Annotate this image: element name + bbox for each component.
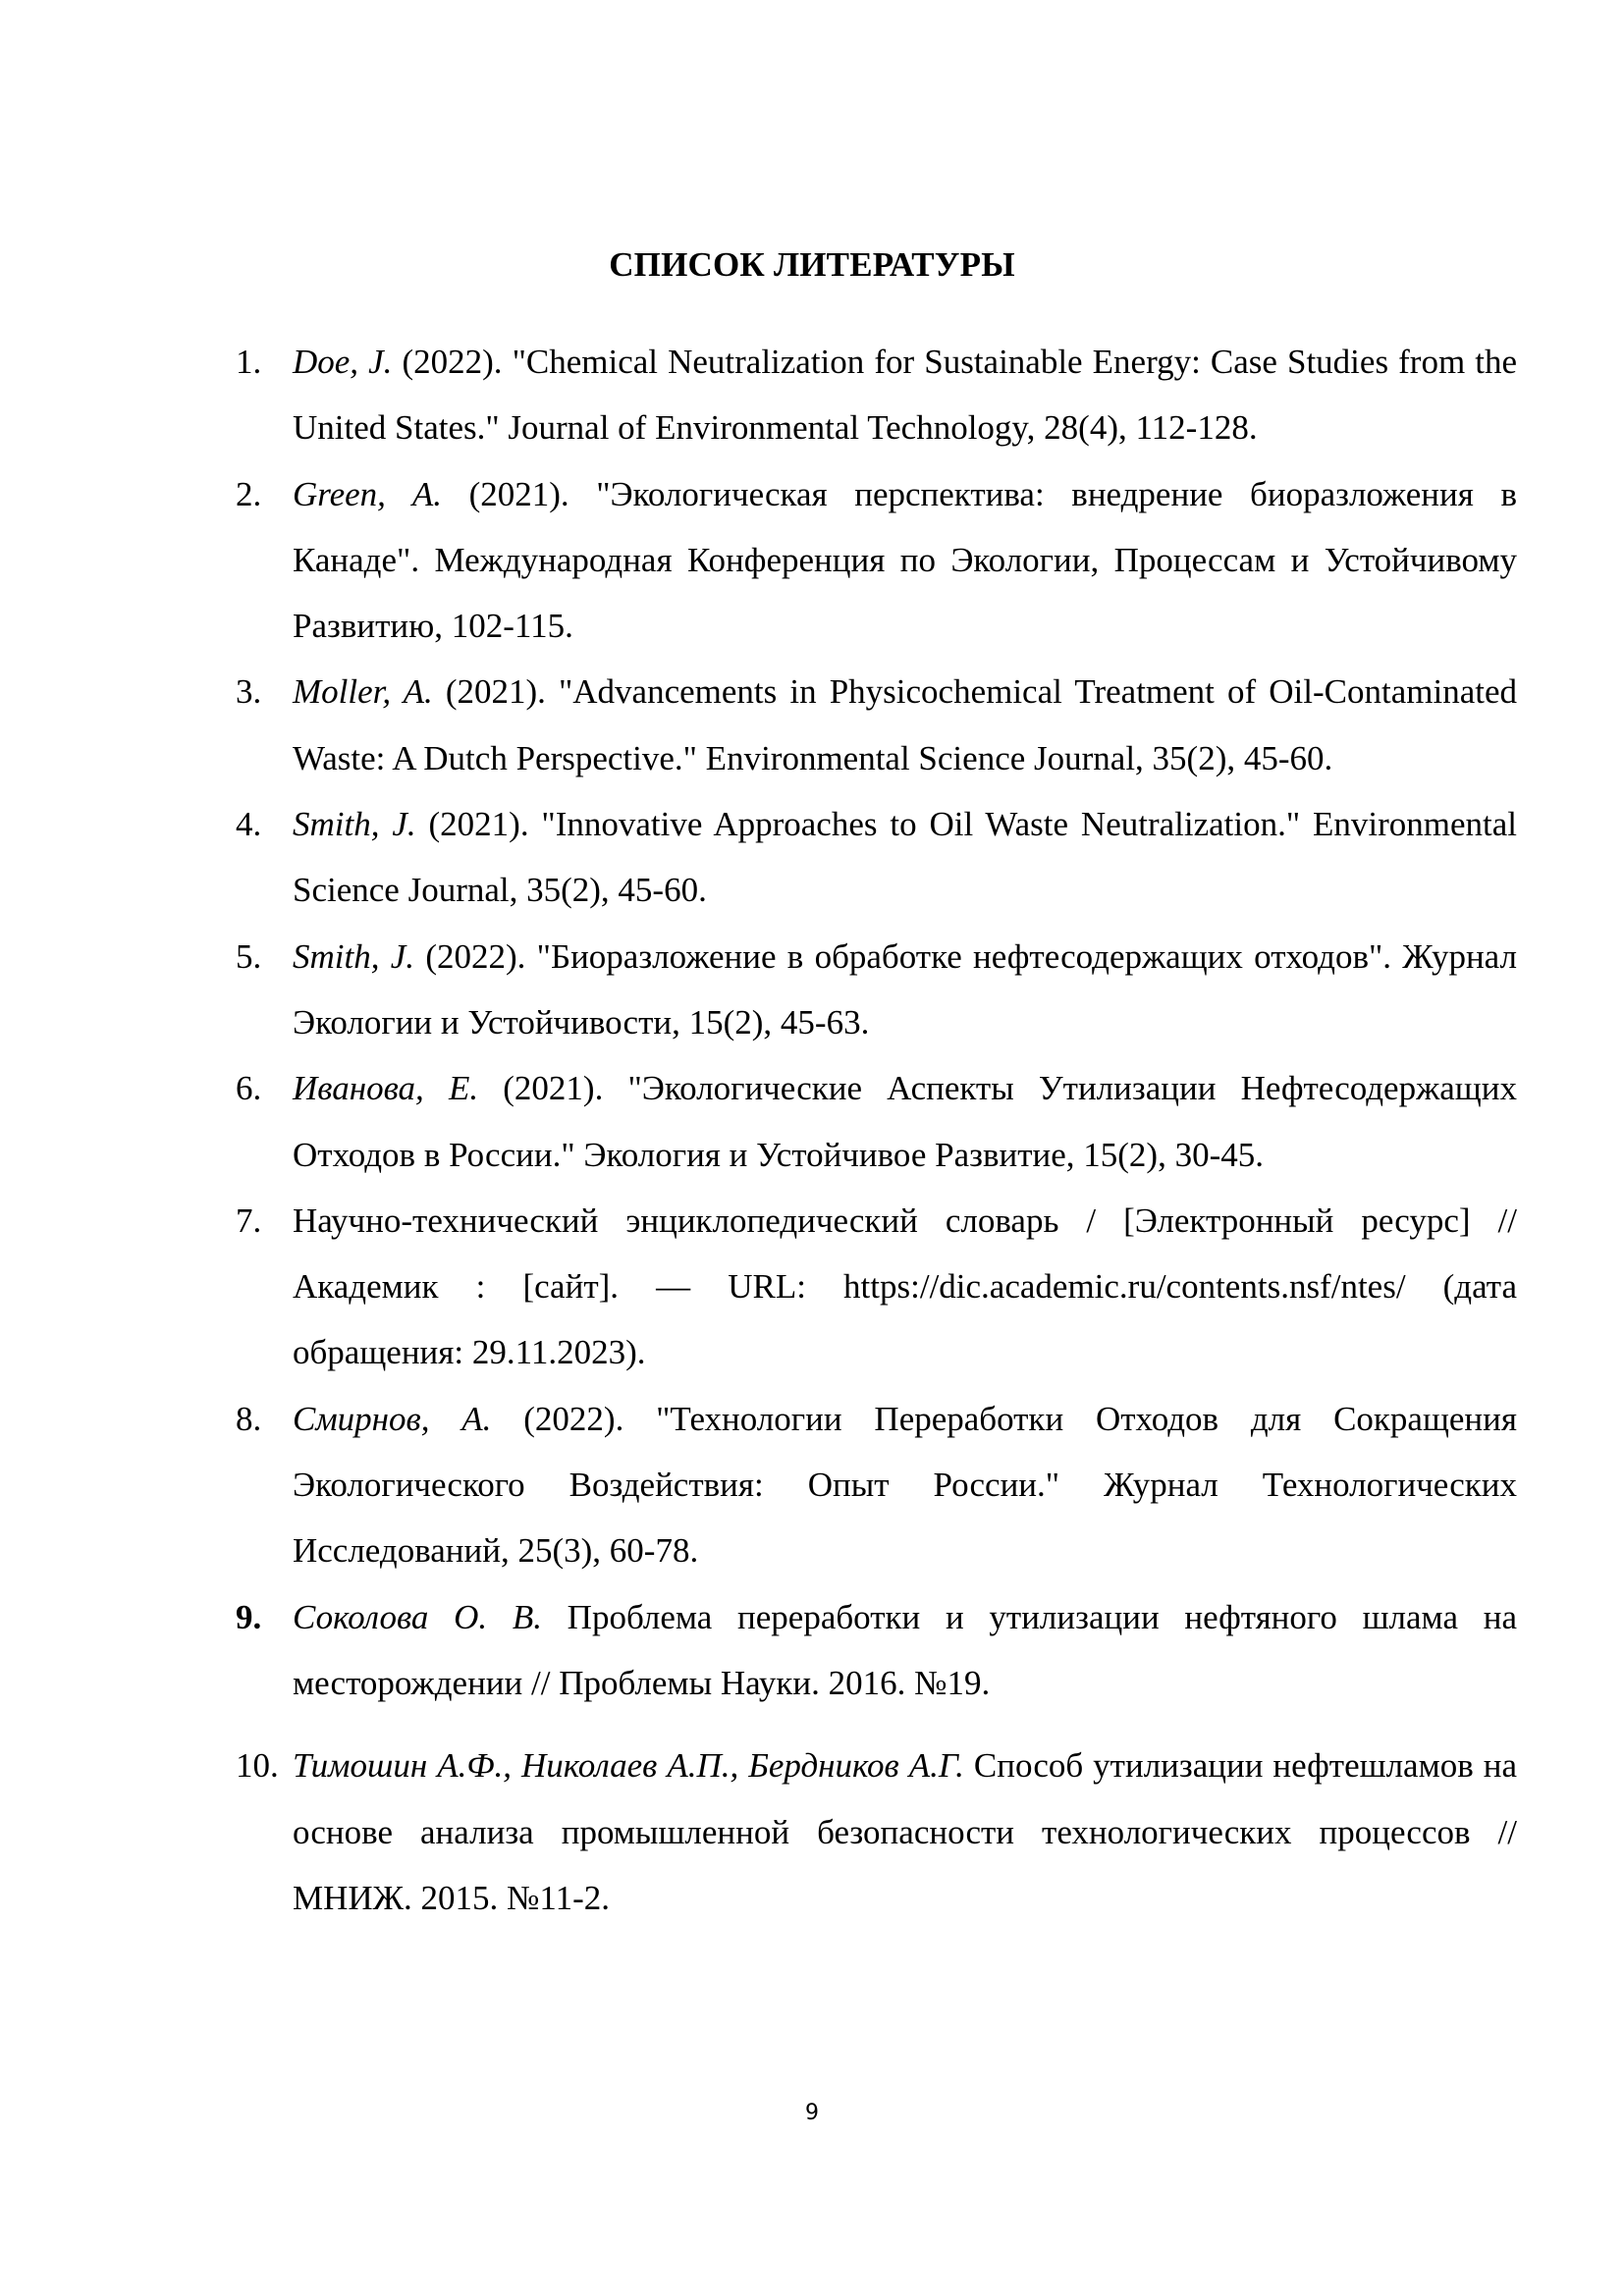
reference-item (236, 1055, 1517, 1188)
reference-number: 6. (236, 1069, 262, 1108)
reference-text: (2022). "Биоразложение в обработке нефтесодержащих отходов". Журнал Экологии и Устойчивости, 15(2), 45-63. (293, 936, 1517, 1041)
reference-item (236, 659, 1517, 791)
reference-author: Иванова, Е. (293, 1069, 479, 1108)
reference-number: 8. (236, 1399, 262, 1438)
reference-number: 4. (236, 805, 262, 844)
reference-text: (2021). "Innovative Approaches to Oil Waste Neutralization." Environmental Science Journal, 35(2), 45-60. (293, 805, 1518, 910)
reference-item (236, 1733, 1517, 1931)
reference-list (236, 329, 1517, 1931)
reference-item (236, 329, 1517, 461)
reference-author: Green, A. (293, 474, 443, 513)
reference-author: Смирнов, А. (293, 1399, 492, 1438)
reference-text: Научно-технический энциклопедический словарь / [Электронный ресурс] // Академик : [сайт]. — URL: https://dic.academic.ru/contents.nsf/ntes/ (дата обращения: 29.11.2023). (293, 1201, 1517, 1372)
page-title: СПИСОК ЛИТЕРАТУРЫ (609, 245, 1015, 284)
reference-text: (2022). "Технологии Переработки Отходов для Сокращения Экологического Воздействия: Опыт России." Журнал Технологических Исследований, 25(3), 60-78. (293, 1399, 1517, 1571)
reference-number: 9. (236, 1597, 262, 1636)
reference-number: 10. (236, 1746, 279, 1786)
reference-number: 1. (236, 343, 262, 381)
reference-number: 5. (236, 936, 262, 976)
reference-item (236, 1188, 1517, 1386)
reference-number: 3. (236, 672, 262, 712)
reference-text: (2021). "Экологические Аспекты Утилизации Нефтесодержащих Отходов в России." Экология и Устойчивое Развитие, 15(2), 30-45. (293, 1069, 1517, 1174)
reference-item (236, 1386, 1517, 1584)
reference-author: Тимошин А.Ф., Николаев А.П., Бердников А.Г. (293, 1746, 964, 1786)
reference-text: (2021). "Advancements in Physicochemical Treatment of Oil-Contaminated Waste: A Dutch Perspective." Environmental Science Journal, 35(2), 45-60. (293, 672, 1517, 777)
reference-text: (2021). "Экологическая перспектива: внедрение биоразложения в Канаде". Международная Конференция по Экологии, Процессам и Устойчивому Развитию, 102-115. (293, 474, 1517, 646)
reference-item (236, 461, 1517, 660)
reference-author: Соколова О. В. (293, 1597, 542, 1636)
reference-author: Smith, J. (293, 936, 415, 976)
reference-text: (2022). "Chemical Neutralization for Sustainable Energy: Case Studies from the United States." Journal of Environmental Technology, 28(4), 112-128. (293, 343, 1517, 448)
reference-number: 7. (236, 1201, 262, 1240)
reference-text: Способ утилизации нефтешламов на основе анализа промышленной безопасности технологических процессов // МНИЖ. 2015. №11-2. (293, 1746, 1518, 1917)
reference-item (236, 1584, 1517, 1717)
reference-author: Doe, J. (293, 343, 393, 381)
page-number: 9 (805, 2101, 819, 2125)
reference-text: Проблема переработки и утилизации нефтяного шлама на месторождении // Проблемы Науки. 2016. №19. (293, 1597, 1517, 1702)
reference-number: 2. (236, 474, 262, 513)
reference-item (236, 791, 1517, 924)
reference-author: Moller, A. (293, 672, 433, 712)
reference-item (236, 924, 1517, 1056)
reference-author: Smith, J. (293, 805, 416, 844)
